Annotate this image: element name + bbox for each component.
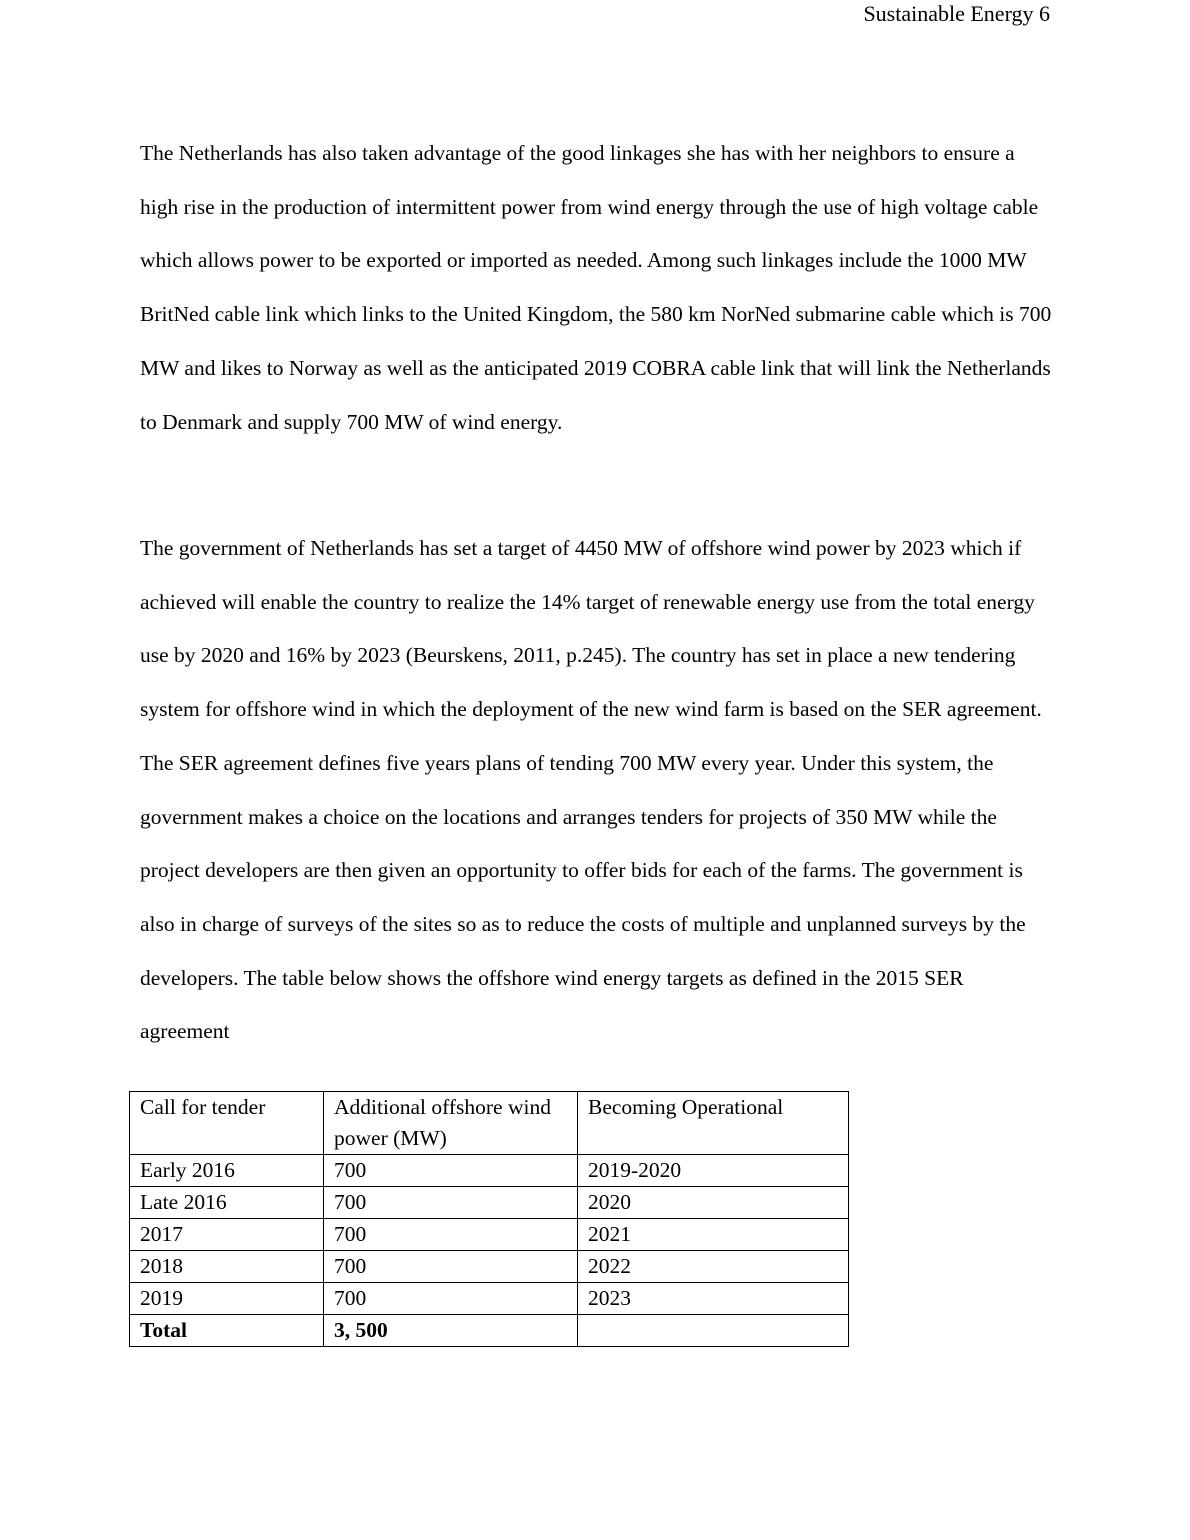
table-row bbox=[130, 1283, 849, 1315]
table-header-cell: Call for tender bbox=[130, 1092, 324, 1155]
table-header-cell: Additional offshore wind power (MW) bbox=[324, 1092, 578, 1155]
table-row bbox=[130, 1187, 849, 1219]
table-row bbox=[130, 1251, 849, 1283]
table-total-row bbox=[130, 1315, 849, 1347]
paragraph-offshore-targets: The government of Netherlands has set a target of 4450 MW of offshore wind power by 2023 which if achieved will enable the country to realize the 14% target of renewable energy use from the total energy use by 2020 and 16% by 2023 (Beurskens, 2011, p.245). The country has set in place a new tendering system for offshore wind in which the deployment of the new wind farm is based on the SER agreement. The SER agreement defines five years plans of tending 700 MW every year. Under this system, the government makes a choice on the locations and arranges tenders for projects of 350 MW while the project developers are then given an opportunity to offer bids for each of the farms. The government is also in charge of surveys of the sites so as to reduce the costs of multiple and unplanned surveys by the developers. The table below shows the offshore wind energy targets as defined in the 2015 SER agreement bbox=[140, 536, 1042, 1044]
table-cell: 2019-2020 bbox=[578, 1155, 849, 1187]
table-cell: 700 bbox=[324, 1187, 578, 1219]
offshore-wind-targets-table bbox=[129, 1091, 849, 1347]
table-cell: 700 bbox=[324, 1219, 578, 1251]
table-header-cell: Becoming Operational bbox=[578, 1092, 849, 1155]
table-cell: 700 bbox=[324, 1251, 578, 1283]
table-cell: 2017 bbox=[130, 1219, 324, 1251]
table-cell: 2022 bbox=[578, 1251, 849, 1283]
table-cell: Late 2016 bbox=[130, 1187, 324, 1219]
table-cell: 700 bbox=[324, 1283, 578, 1315]
table-cell: 2018 bbox=[130, 1251, 324, 1283]
table-cell: Early 2016 bbox=[130, 1155, 324, 1187]
table-cell: 2021 bbox=[578, 1219, 849, 1251]
table-cell: 2023 bbox=[578, 1283, 849, 1315]
table-total-value: 3, 500 bbox=[324, 1315, 578, 1347]
paragraph-netherlands-linkages: The Netherlands has also taken advantage of the good linkages she has with her neighbors to ensure a high rise in the production of intermittent power from wind energy through the use of high voltage cable which allows power to be exported or imported as needed. Among such linkages include the 1000 MW BritNed cable link which links to the United Kingdom, the 580 km NorNed submarine cable which is 700 MW and likes to Norway as well as the anticipated 2019 COBRA cable link that will link the Netherlands to Denmark and supply 700 MW of wind energy. bbox=[140, 141, 1052, 434]
running-head: Sustainable Energy 6 bbox=[863, 1, 1050, 26]
table-cell: 2019 bbox=[130, 1283, 324, 1315]
table-row bbox=[130, 1219, 849, 1251]
table-cell: 2020 bbox=[578, 1187, 849, 1219]
table-row bbox=[130, 1155, 849, 1187]
table-total-empty bbox=[578, 1315, 849, 1347]
table-total-label: Total bbox=[130, 1315, 324, 1347]
table-header-row bbox=[130, 1092, 849, 1155]
table-cell: 700 bbox=[324, 1155, 578, 1187]
